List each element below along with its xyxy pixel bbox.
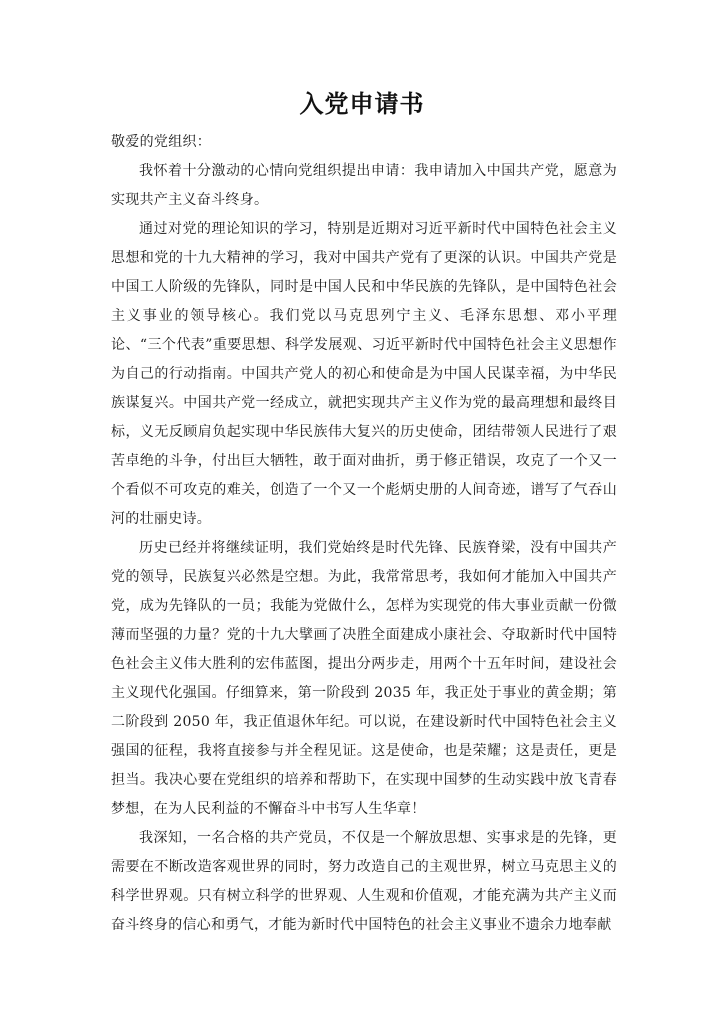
paragraph-3: 历史已经并将继续证明，我们党始终是时代先锋、民族脊梁，没有中国共产党的领导，民族复兴必然是空想。为此，我常常思考，我如何才能加入中国共产党，成为先锋队的一员；我能为党做什么，怎样为实现党的伟大事业贡献一份微薄而坚强的力量？党的十九大擘画了决胜全面建成小康社会、夺取新时代中国特色社会主义伟大胜利的宏伟蓝图，提出分两步走，用两个十五年时间，建设社会主义现代化强国。仔细算来，第一阶段到 2035 年，我正处于事业的黄金期；第二阶段到 2050 年，我正值退休年纪。可以说，在建设新时代中国特色社会主义强国的征程，我将直接参与并全程见证。这是使命，也是荣耀；这是责任，更是担当。我决心要在党组织的培养和帮助下，在实现中国梦的生动实践中放飞青春梦想，在为人民利益的不懈奋斗中书写人生华章！ bbox=[111, 540, 617, 817]
salutation: 敬爱的党组织： bbox=[111, 134, 212, 150]
document-body bbox=[111, 128, 617, 940]
document-title: 入党申请书 bbox=[299, 90, 425, 118]
paragraph-1: 我怀着十分激动的心情向党组织提出申请：我申请加入中国共产党，愿意为实现共产主义奋斗终身。 bbox=[111, 163, 617, 208]
paragraph-2: 通过对党的理论知识的学习，特别是近期对习近平新时代中国特色社会主义思想和党的十九大精神的学习，我对中国共产党有了更深的认识。中国共产党是中国工人阶级的先锋队，同时是中国人民和中华民族的先锋队，是中国特色社会主义事业的领导核心。我们党以马克思列宁主义、毛泽东思想、邓小平理论、“三个代表”重要思想、科学发展观、习近平新时代中国特色社会主义思想作为自己的行动指南。中国共产党人的初心和使命是为中国人民谋幸福，为中华民族谋复兴。中国共产党一经成立，就把实现共产主义作为党的最高理想和最终目标，义无反顾肩负起实现中华民族伟大复兴的历史使命，团结带领人民进行了艰苦卓绝的斗争，付出巨大牺牲，敢于面对曲折，勇于修正错误，攻克了一个又一个看似不可攻克的难关，创造了一个又一个彪炳史册的人间奇迹，谱写了气吞山河的壮丽史诗。 bbox=[111, 221, 617, 527]
paragraph-4: 我深知，一名合格的共产党员，不仅是一个解放思想、实事求是的先锋，更需要在不断改造客观世界的同时，努力改造自己的主观世界，树立马克思主义的科学世界观。只有树立科学的世界观、人生观和价值观，才能充满为共产主义而奋斗终身的信心和勇气，才能为新时代中国特色的社会主义事业不遗余力地奉献 bbox=[111, 830, 617, 933]
